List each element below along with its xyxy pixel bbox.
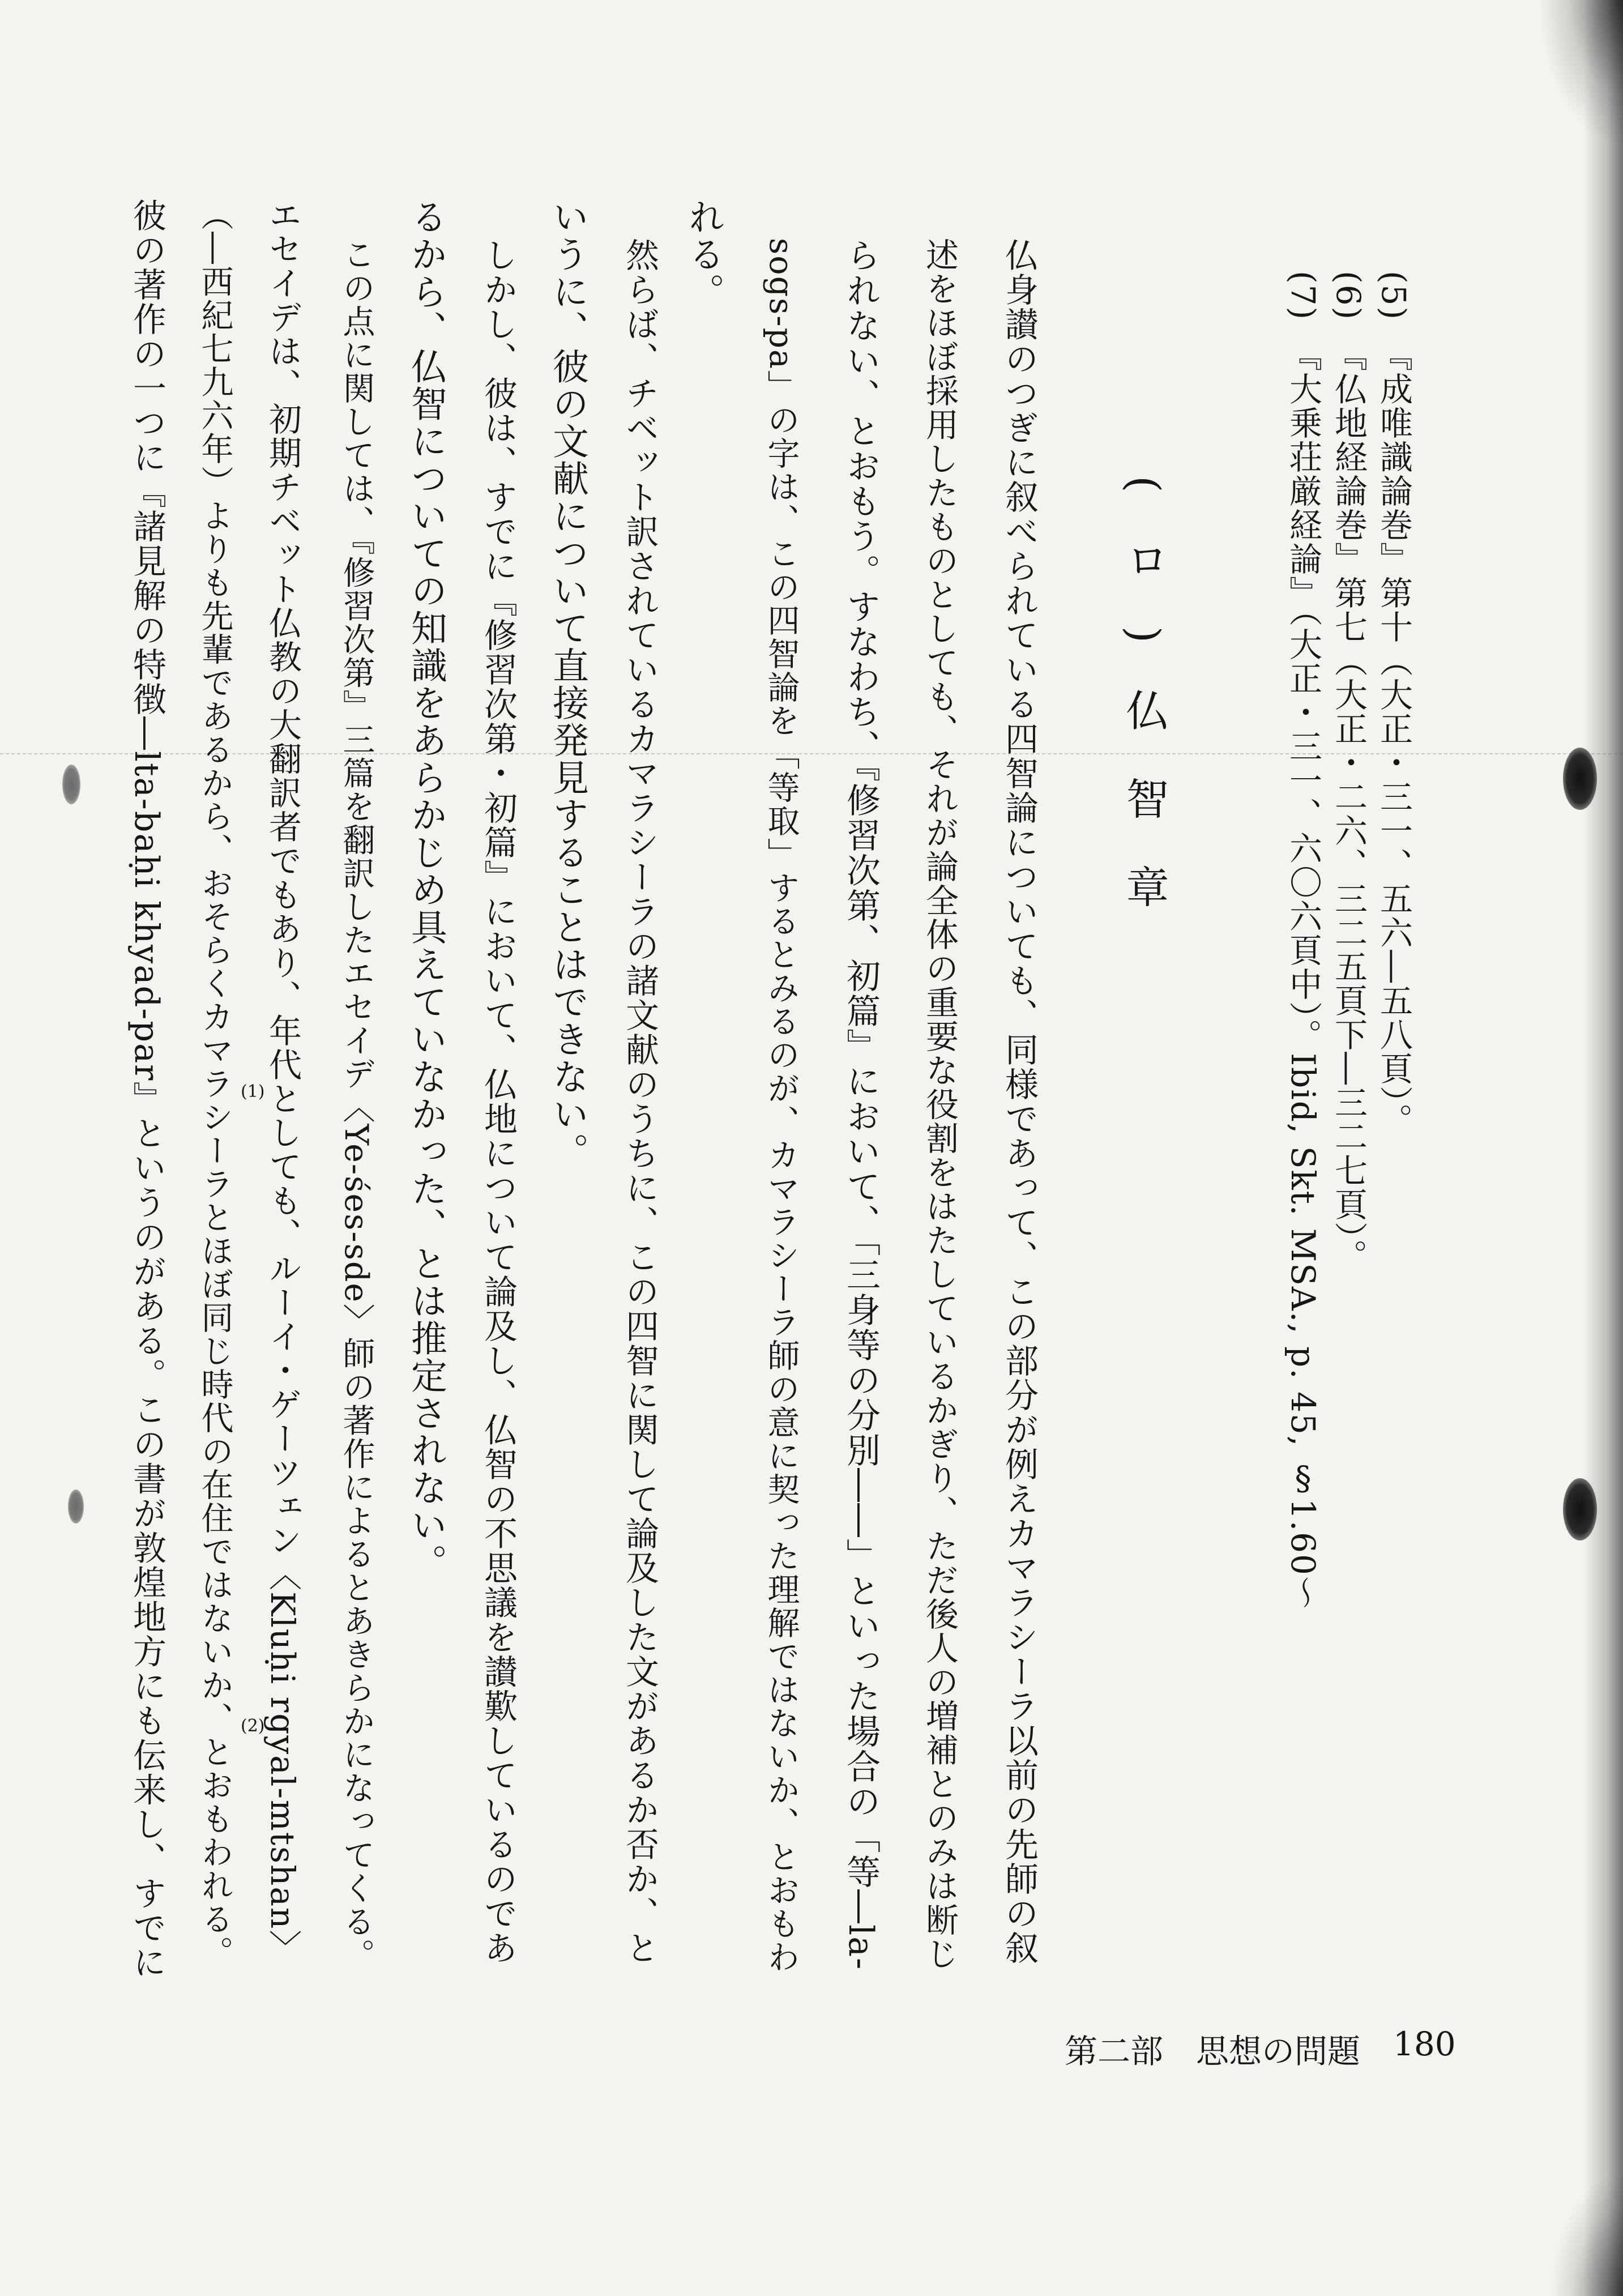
footer-section-title: 第二部 思想の問題: [1065, 2032, 1361, 2071]
page-number: 180: [1393, 2025, 1456, 2063]
footnote-6: (6) 『仏地経論巻』第七（大正・二六、三二五頁下―三二七頁）。: [1329, 271, 1368, 1274]
binding-hole-shadow: [68, 1490, 84, 1523]
note-ref-1: (1): [241, 1082, 265, 1102]
scan-shadow-top: [1538, 0, 1623, 147]
scan-shadow-bottom: [1549, 2171, 1623, 2296]
body-line: れる。: [682, 198, 724, 310]
body-line: 述をほぼ採用したものとしても、それが論全体の重要な役割をはたしているかぎり、ただ後人の増補とのみは断じ: [920, 238, 959, 1971]
footnote-7: (7) 『大乗荘厳経論』（大正・三一、六〇六頁中）。Ibid, Skt. MSA., p. 45, §1.60～: [1284, 271, 1322, 1610]
page-edge-shadow: [1583, 0, 1623, 2296]
body-line: （―西紀七九六年）よりも先輩であるから、おそらくカマラシーラとほぼ同じ時代の在住ではないか、とおもわれる。: [196, 198, 233, 1969]
body-line: 仏身讃のつぎに叙べられている四智論についても、同様であって、この部分が例えカマラシーラ以前の先師の叙: [1000, 238, 1039, 1965]
note-ref-2: (2): [241, 1716, 265, 1736]
body-line: エセイデは、初期チベット仏教の大翻訳者でもあり、年代としても、ルーイ・ゲーツェン〈Kluḥi rgyal-mtshan〉: [263, 198, 302, 1964]
body-line: この点に関しては、『修習次第』三篇を翻訳したエセイデ〈Ye-śes-sde〉師の著作によるとあきらかになってくる。: [338, 238, 375, 1972]
body-line: しかし、彼は、すでに『修習次第・初篇』において、仏地について論及し、仏智の不思議を讃歎しているのであ: [479, 238, 518, 1965]
body-line: 彼の著作の一つに『諸見解の特徴―lta-baḥi khyad-par』というのがある。この書が敦煌地方にも伝来し、すでに: [127, 198, 166, 1980]
body-line: 然らば、チベット訳されているカマラシーラの諸文献のうちに、この四智に関して論及した文があるか否か、と: [620, 238, 659, 1965]
body-line: るから、仏智についての知識をあらかじめ具えていなかった、とは推定されない。: [405, 198, 447, 1581]
binding-hole: [1563, 1478, 1597, 1540]
binding-hole: [1563, 748, 1597, 810]
section-heading: (ロ)仏智章: [1119, 476, 1169, 954]
body-line: いうに、彼の文献について直接発見することはできない。: [546, 198, 588, 1170]
footnote-5: (5) 『成唯識論巻』第十（大正・三一、五六―五八頁）。: [1374, 271, 1413, 1138]
body-line: られない、とおもう。すなわち、『修習次第、初篇』において、「三身等の分別――」といった場合の「等―la-: [841, 238, 881, 1971]
binding-hole-shadow: [62, 765, 80, 804]
body-line: sogs-pa」の字は、この四智論を「等取」するとみるのが、カマラシーラ師の意に契った理解ではないか、とおもわ: [762, 238, 800, 1974]
